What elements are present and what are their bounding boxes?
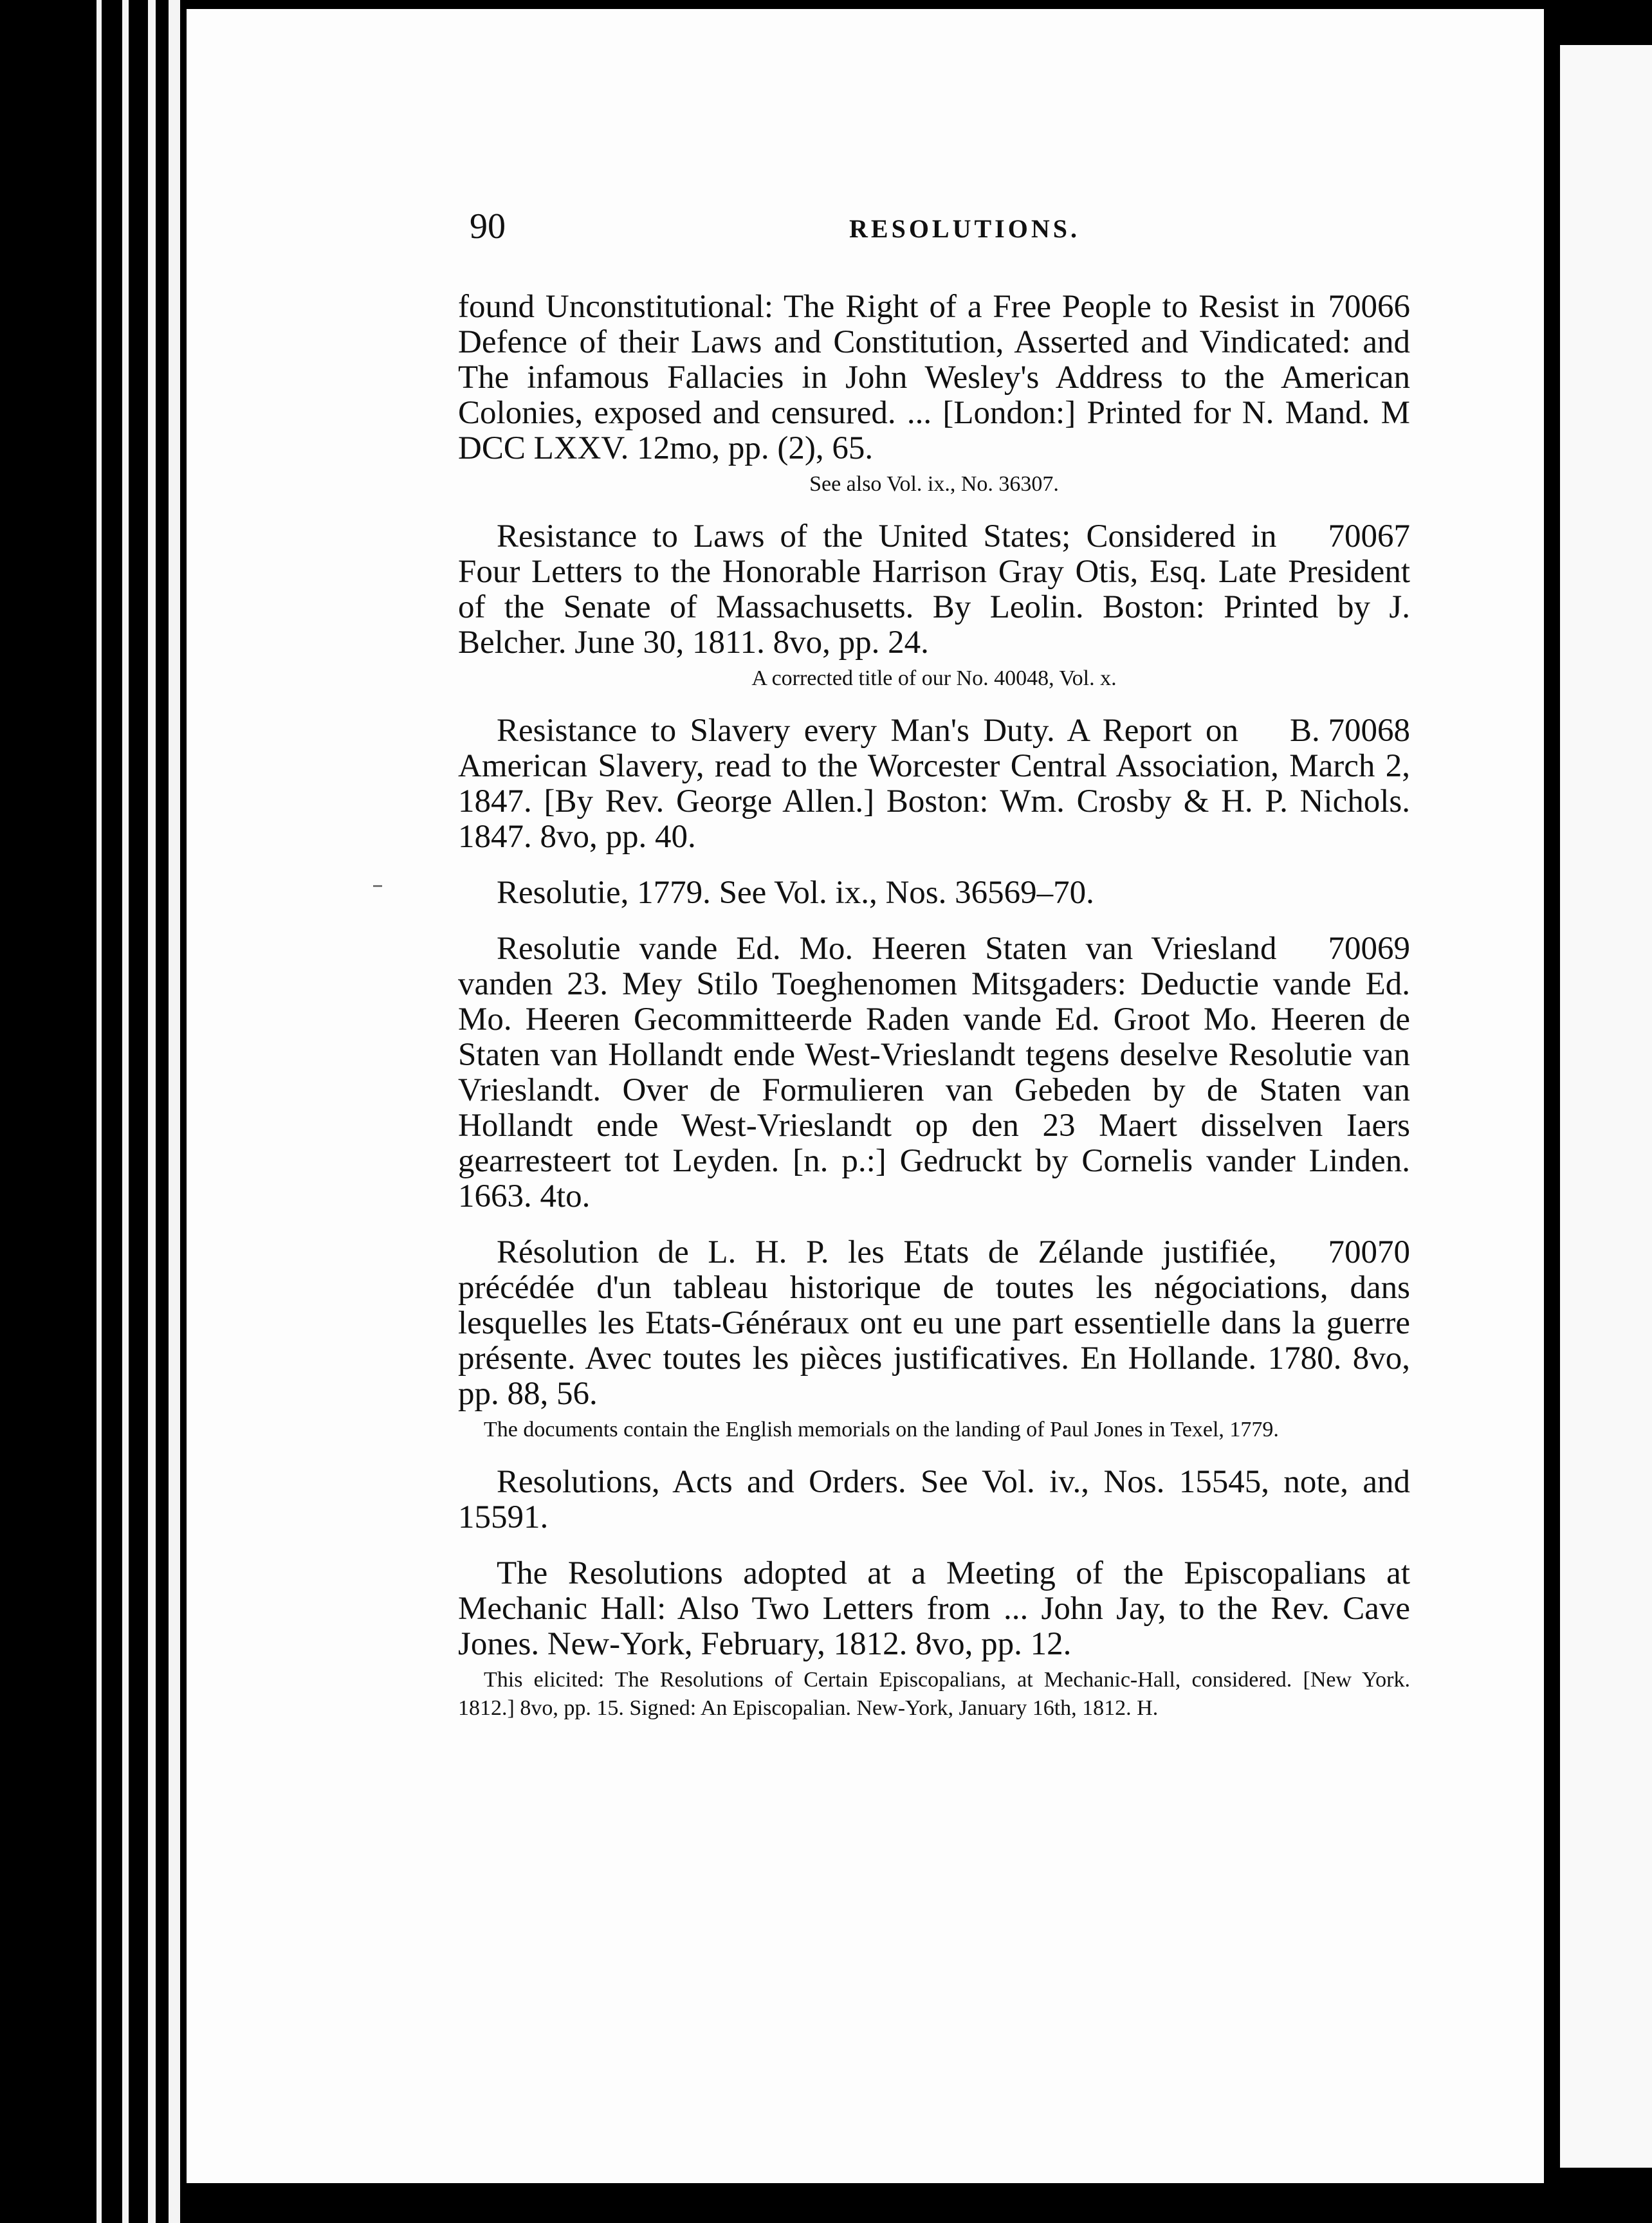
bibliographic-entry (458, 1556, 1410, 1723)
facing-page-edge (1560, 45, 1652, 2168)
bibliographic-entry (458, 713, 1410, 855)
entry-number: 70070 (1328, 1234, 1410, 1270)
bibliographic-entry (458, 1465, 1410, 1535)
entry-note: A corrected title of our No. 40048, Vol. x. (751, 666, 1117, 690)
entry-note: The documents contain the English memorials on the landing of Paul Jones in Texel, 1779. (484, 1418, 1279, 1441)
bibliographic-entry (458, 289, 1410, 499)
entry-text: Resolutie, 1779. See Vol. ix., Nos. 36569–70. (497, 875, 1094, 911)
entry-text: Résolution de L. H. P. les Etats de Zélande justifiée, précédée d'un tableau historique de toutes les négociations, dans lesquelles les Etats-Généraux ont eu une part essentielle dans la guerre présente. Avec toutes les pièces justificatives. En Hollande. 1780. 8vo, pp. 88, 56. (458, 1234, 1410, 1412)
entry-note: See also Vol. ix., No. 36307. (809, 472, 1059, 496)
bibliographic-entry (458, 1235, 1410, 1444)
bibliographic-entry (458, 519, 1410, 693)
page-body (458, 289, 1410, 1743)
page-edge-strip (122, 0, 129, 2223)
bibliographic-entry (458, 931, 1410, 1214)
running-title: RESOLUTIONS. (849, 214, 1080, 243)
bibliographic-entry (458, 875, 1410, 911)
page-edge-strip (169, 0, 180, 2223)
entry-text: Resistance to Laws of the United States; Considered in Four Letters to the Honorable Harrison Gray Otis, Esq. Late President of the Senate of Massachusetts. By Leolin. Boston: Printed by J. Belcher. June 30, 1811. 8vo, pp. 24. (458, 518, 1410, 661)
page-edge-strip (96, 0, 102, 2223)
entry-number: 70067 (1328, 518, 1410, 554)
entry-number: 70066 (1328, 289, 1410, 325)
margin-mark (373, 885, 382, 887)
entry-text: The Resolutions adopted at a Meeting of the Episcopalians at Mechanic Hall: Also Two Letters from ... John Jay, to the Rev. Cave Jones. New-York, February, 1812. 8vo, pp. 12. (458, 1555, 1410, 1662)
page-header (470, 206, 1409, 244)
entry-text: Resolutions, Acts and Orders. See Vol. iv., Nos. 15545, note, and 15591. (458, 1464, 1410, 1535)
page-edge-strip (148, 0, 156, 2223)
entry-number: 70069 (1328, 931, 1410, 967)
entry-note: This elicited: The Resolutions of Certain Episcopalians, at Mechanic-Hall, considered. [New York. 1812.] 8vo, pp. 15. Signed: An Episcopalian. New-York, January 16th, 1812. H. (458, 1668, 1410, 1720)
entry-text: found Unconstitutional: The Right of a Free People to Resist in Defence of their Laws and Constitution, Asserted and Vindicated: and The infamous Fallacies in John Wesley's Address to the American Colonies, exposed and censured. ... [London:] Printed for N. Mand. M DCC LXXV. 12mo, pp. (2), 65. (458, 289, 1410, 466)
entry-text: Resistance to Slavery every Man's Duty. A Report on American Slavery, read to the Worcester Central Association, March 2, 1847. [By Rev. George Allen.] Boston: Wm. Crosby & H. P. Nichols. 1847. 8vo, pp. 40. (458, 713, 1410, 855)
page-number: 90 (470, 206, 506, 246)
entry-number: B. 70068 (1289, 713, 1410, 749)
entry-text: Resolutie vande Ed. Mo. Heeren Staten van Vriesland vanden 23. Mey Stilo Toeghenomen Mitsgaders: Deductie vande Ed. Mo. Heeren Gecommitteerde Raden vande Ed. Groot Mo. Heeren de Staten van Hollandt ende West-Vrieslandt tegens deselve Resolutie van Vrieslandt. Over de Formulieren van Gebeden by de Staten van Hollandt ende West-Vrieslandt op den 23 Maert disselven Iaers gearresteert tot Leyden. [n. p.:] Gedruckt by Cornelis vander Linden. 1663. 4to. (458, 931, 1410, 1214)
